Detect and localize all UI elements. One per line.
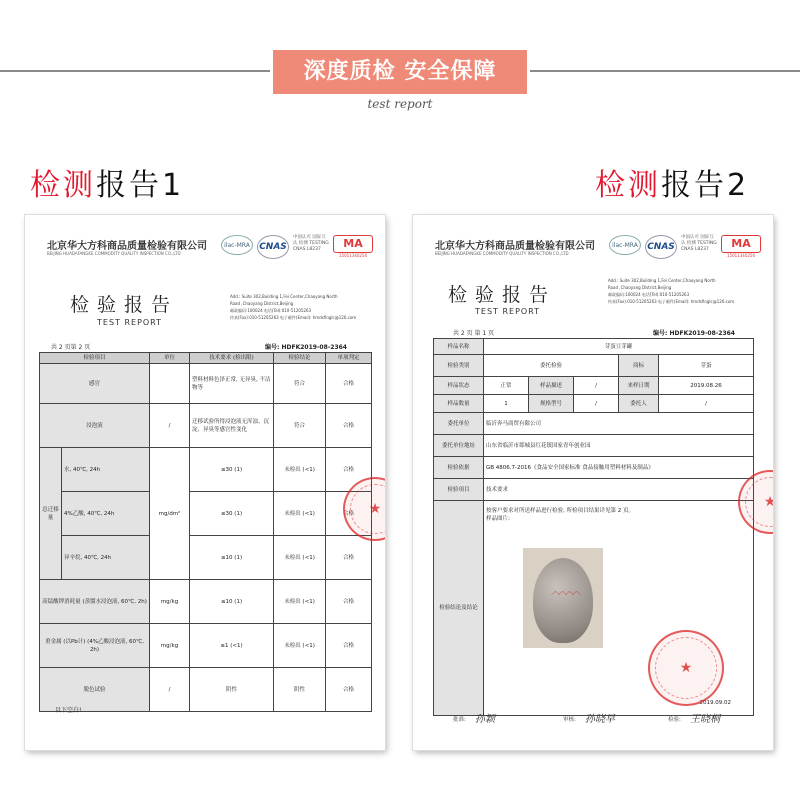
table-cell: 未检出 (<1) [274, 536, 326, 580]
results-table [39, 352, 372, 712]
banner-line-left [0, 70, 270, 72]
table-cell: mg/dm² [150, 448, 190, 580]
field-value: 山东省临沂市郯城县红花镇国家青年创业园 [484, 435, 754, 457]
report-2-title-black: 报告2 [661, 168, 750, 203]
table-header: 检验项目 [40, 353, 150, 364]
conclusion-text: 按客户要求对所送样品进行检验, 所检项目结果详见第 2 页。 [486, 508, 634, 514]
ma-mark: MA [721, 235, 761, 253]
table-cell: 高锰酸钾消耗量 (蒸馏水浸泡液, 60℃, 2h) [40, 580, 150, 624]
reviewer-signature: 孙晓早 [585, 714, 615, 725]
table-row [434, 377, 754, 395]
table-row [434, 479, 754, 501]
table-row [40, 448, 372, 492]
table-cell: ≤10 (1) [190, 536, 274, 580]
banner-title: 深度质检 安全保障 [273, 50, 527, 94]
table-cell: ≤30 (1) [190, 492, 274, 536]
table-cell: ≤1 (<1) [190, 624, 274, 668]
field-label: 检验项目 [434, 479, 484, 501]
table-cell: mg/kg [150, 580, 190, 624]
report-heading: 检验报告 [448, 284, 557, 306]
field-label: 委托单位 [434, 413, 484, 435]
cnas-logo: CNAS [645, 235, 677, 259]
table-row [434, 339, 754, 355]
table-cell: 符合 [274, 364, 326, 404]
report-1-title [30, 160, 184, 204]
red-seal-stamp [648, 630, 724, 706]
table-row [434, 395, 754, 413]
field-label: 样品名称 [434, 339, 484, 355]
sample-photo [523, 548, 603, 648]
table-cell: 合格 [326, 624, 372, 668]
table-cell: 脱色试验 [40, 668, 150, 712]
table-cell: 合格 [326, 448, 372, 492]
accreditation-text: 中国认可 国际互认 检测 TESTING [681, 235, 717, 246]
table-cell: 阴性 [274, 668, 326, 712]
table-header: 单位 [150, 353, 190, 364]
field-value: / [574, 377, 619, 395]
address-block [608, 277, 748, 305]
table-cell: 未检出 (<1) [274, 448, 326, 492]
field-value: 2019.08.26 [659, 377, 754, 395]
table-row [40, 364, 372, 404]
field-value: GB 4806.7-2016《食品安全国家标准 食品接触用塑料材料及制品》 [484, 457, 754, 479]
issue-date: 2019.09.02 [699, 700, 732, 706]
ilac-logo: ilac-MRA [609, 235, 641, 255]
table-cell: 符合 [274, 404, 326, 448]
table-cell [150, 364, 190, 404]
table-header: 技术要求 (检出限) [190, 353, 274, 364]
field-value: 技术要求 [484, 479, 754, 501]
field-value: 芽蛋 [659, 355, 754, 377]
table-cell: 重金属 (以Pb计) (4%乙酸浸泡液, 60℃, 2h) [40, 624, 150, 668]
table-row [40, 580, 372, 624]
ma-mark: MA [333, 235, 373, 253]
field-label: 委托人 [619, 395, 659, 413]
ma-logo [333, 235, 373, 258]
table-cell: 合格 [326, 536, 372, 580]
reviewer-label: 审核: [563, 717, 576, 723]
table-row [40, 536, 372, 580]
field-label: 规格型号 [529, 395, 574, 413]
table-cell: mg/kg [150, 624, 190, 668]
field-value: 临沂奔马商贸有限公司 [484, 413, 754, 435]
banner-subtitle: test report [367, 97, 433, 111]
field-label: 样品数量 [434, 395, 484, 413]
table-header-row [40, 353, 372, 364]
table-cell: 合格 [326, 668, 372, 712]
migration-label: 总迁移量 [40, 448, 62, 580]
table-cell: 合格 [326, 492, 372, 536]
table-cell: ≤30 (1) [190, 448, 274, 492]
field-value: 1 [484, 395, 529, 413]
table-cell: 合格 [326, 404, 372, 448]
table-cell: 未检出 (<1) [274, 492, 326, 536]
address-line: 邮政编码:100024 电话(Tel):010-51205263 [230, 308, 312, 313]
address-line: Add.: Suite 302,Building 1,Fei Center,Chaoyang North [608, 278, 716, 283]
institution-name: 北京华大方科商品质量检验有限公司 [47, 241, 207, 252]
banner-line-right [530, 70, 800, 72]
approver-label: 批准: [453, 717, 466, 723]
table-row [40, 668, 372, 712]
field-label: 来样日期 [619, 377, 659, 395]
table-row [434, 435, 754, 457]
table-row [40, 624, 372, 668]
field-value: 正常 [484, 377, 529, 395]
table-cell: 合格 [326, 364, 372, 404]
end-note: 以下空白! [55, 707, 82, 714]
table-header: 检验结论 [274, 353, 326, 364]
table-cell: 未检出 (<1) [274, 580, 326, 624]
report-heading: 检验报告 [70, 294, 179, 316]
page-info: 共 2 页第 2 页 [51, 344, 91, 351]
table-row [434, 413, 754, 435]
table-row [434, 457, 754, 479]
photo-label: 样品图片: [486, 516, 510, 522]
table-cell: 阴性 [190, 668, 274, 712]
institution-name: 北京华大方科商品质量检验有限公司 [435, 241, 595, 252]
field-value: / [574, 395, 619, 413]
tester-label: 检验: [668, 717, 681, 723]
field-label: 样品状态 [434, 377, 484, 395]
table-cell: 未检出 (<1) [274, 624, 326, 668]
cnas-number: CNAS L8237 [293, 247, 321, 252]
egg-pot-image: ︿︿︿︿ [533, 558, 593, 643]
field-label: 委托单位地址 [434, 435, 484, 457]
field-value: 芽蛋豆芽罐 [484, 339, 754, 355]
tester-signature: 王晓桐 [690, 714, 720, 725]
table-cell: 迁移试验所得浸泡液无浑浊、沉淀、异臭等感官性变化 [190, 404, 274, 448]
report-1-title-red: 检测 [30, 168, 96, 203]
field-label: 检验类别 [434, 355, 484, 377]
ma-number: 15011340256 [339, 253, 367, 258]
approver-signature: 孙颖 [475, 714, 495, 725]
table-cell: 异辛烷, 40℃, 24h [62, 536, 150, 580]
field-label: 检验结论及结论 [434, 501, 484, 716]
table-row [434, 355, 754, 377]
report-2-title-red: 检测 [595, 168, 661, 203]
report-2-document [413, 215, 773, 750]
report-heading-en: TEST REPORT [97, 318, 163, 327]
table-cell: 4%乙酸, 40℃, 24h [62, 492, 150, 536]
report-number: 编号: HDFK2019-08-2364 [653, 330, 735, 337]
address-line: Road ,Chaoyang District,Beijing [608, 285, 672, 290]
table-cell: 合格 [326, 580, 372, 624]
cnas-number: CNAS L8237 [681, 247, 709, 252]
table-header: 单项判定 [326, 353, 372, 364]
table-cell: / [150, 668, 190, 712]
address-block [230, 293, 370, 321]
address-line: Add.: Suite 302,Building 1,Fei Center,Chaoyang North [230, 294, 338, 299]
table-row [40, 492, 372, 536]
report-1-title-black: 报告1 [96, 168, 185, 203]
cnas-logo: CNAS [257, 235, 289, 259]
table-cell: 塑料材料色泽正常, 无异臭, 不洁物等 [190, 364, 274, 404]
address-line: 邮政编码:100024 电话(Tel):010-51205263 [608, 292, 690, 297]
report-2-title [595, 160, 749, 204]
table-cell: 感官 [40, 364, 150, 404]
institution-name-en: BEIJING HUADAFANGKE COMMODITY QUALITY INSPECTION CO.,LTD [435, 251, 569, 256]
accreditation-logos [221, 235, 373, 259]
field-label: 样品描述 [529, 377, 574, 395]
table-row [40, 404, 372, 448]
table-cell: 水, 40℃, 24h [62, 448, 150, 492]
address-line: Road ,Chaoyang District,Beijing [230, 301, 294, 306]
table-cell: 浸泡液 [40, 404, 150, 448]
ma-number: 15011340256 [727, 253, 755, 258]
field-value: / [659, 395, 754, 413]
field-label: 检验依据 [434, 457, 484, 479]
address-line: 传真(Fax):010-51205263 电子邮件(Email): hmdsfinglc@126.com [230, 315, 357, 320]
report-heading-en: TEST REPORT [475, 307, 541, 316]
address-line: 传真(Fax):010-51205263 电子邮件(Email): hmdsfinglc@126.com [608, 299, 735, 304]
report-number: 编号: HDFK2019-08-2364 [265, 344, 347, 351]
page-info: 共 2 页 第 1 页 [453, 330, 495, 337]
ilac-logo: ilac-MRA [221, 235, 253, 255]
report-1-document [25, 215, 385, 750]
field-label: 商标 [619, 355, 659, 377]
ma-logo [721, 235, 761, 258]
institution-name-en: BEIJING HUADAFANGKE COMMODITY QUALITY INSPECTION CO.,LTD [47, 251, 181, 256]
accreditation-text: 中国认可 国际互认 检测 TESTING [293, 235, 329, 246]
field-value: 委托检验 [484, 355, 619, 377]
table-cell: ≤10 (1) [190, 580, 274, 624]
accreditation-logos [609, 235, 761, 259]
table-cell: / [150, 404, 190, 448]
